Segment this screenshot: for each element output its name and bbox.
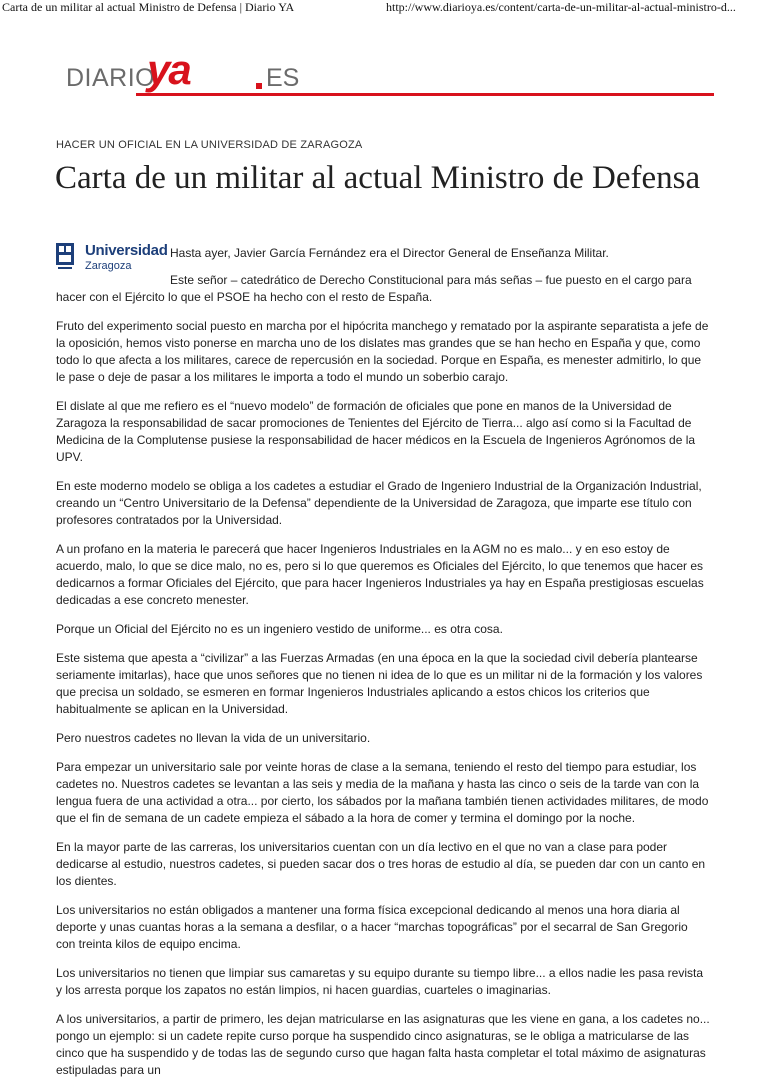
paragraph: A los universitarios, a partir de primero, les dejan matricularse en las asignaturas que les viene en gana, a los cadetes no... pongo un ejemplo: si un cadete repite curso porque ha suspendido cinco asignaturas, se le obliga a matricularse de las cinco que ha suspendido y de todas las de segundo curso que hagan falta hasta completar el total máximo de asignaturas estipuladas para un bbox=[56, 1012, 710, 1077]
paragraph: En este moderno modelo se obliga a los cadetes a estudiar el Grado de Ingeniero Industrial de la Organización Industrial, creando un “Centro Universitario de la Defensa” dependiente de la Universidad de Zaragoza, que imparte ese título con profesores contratados por la Universidad. bbox=[56, 479, 702, 527]
logo-dot bbox=[256, 83, 262, 89]
print-header-url: http://www.diarioya.es/content/carta-de-un-militar-al-actual-ministro-d... bbox=[386, 0, 736, 14]
paragraph: Este sistema que apesta a “civilizar” a las Fuerzas Armadas (en una época en la que la sociedad civil debería plantearse seriamente imitarlas), hace que unos señores que no tienen ni idea de lo que es un militar ni de la formación y los valores que precisa un soldado, se esmeren en formar Ingenieros Industriales aplicando a estos chicos los criterios que habitualmente se aplican en la Universidad. bbox=[56, 651, 703, 716]
print-header bbox=[0, 0, 768, 14]
logo-underline bbox=[136, 93, 714, 96]
paragraph: Fruto del experimento social puesto en marcha por el hipócrita manchego y rematado por la aspirante separatista a jefe de la oposición, hemos visto ponerse en marcha uno de los dislates mas grandes que se han hecho en España y que, como todo lo que afecta a los militares, carece de repercusión en la sociedad. Porque en España, es menester admitirlo, lo que le pase o deje de pasar a los militares le importa a todo el mundo un soberbio carajo. bbox=[56, 319, 709, 384]
print-header-title: Carta de un militar al actual Ministro de Defensa | Diario YA bbox=[2, 0, 295, 14]
article-kicker: HACER UN OFICIAL EN LA UNIVERSIDAD DE ZARAGOZA bbox=[56, 139, 363, 151]
paragraph: Para empezar un universitario sale por veinte horas de clase a la semana, teniendo el resto del tiempo para estudiar, los cadetes no. Nuestros cadetes se levantan a las seis y media de la mañana y hasta las cinco o seis de la tarde van con la lengua fuera de una actividad a otra... por cierto, los sábados por la mañana también tienen actividades militares, de modo que el fin de semana de un cadete empieza el sábado a la hora de comer y termina el domingo por la noche. bbox=[56, 760, 709, 825]
paragraph: Este señor – catedrático de Derecho Constitucional para más señas – fue puesto en el cargo para hacer con el Ejército lo que el PSOE ha hecho con el resto de España. bbox=[56, 273, 692, 304]
paragraph: El dislate al que me refiero es el “nuevo modelo” de formación de oficiales que pone en manos de la Universidad de Zaragoza la responsabilidad de sacar promociones de Tenientes del Ejército de Tierra... algo así como si la Facultad de Medicina de la Complutense pusiese la responsabilidad de hacer médicos en la Escuela de Ingenieros Agrónomos de la UPV. bbox=[56, 399, 696, 464]
university-city: Zaragoza bbox=[85, 260, 132, 272]
paragraph: Hasta ayer, Javier García Fernández era el Director General de Enseñanza Militar. bbox=[170, 246, 609, 260]
logo-text-diario: DIARIO bbox=[66, 64, 156, 92]
article-body bbox=[56, 245, 710, 1091]
paragraph: Pero nuestros cadetes no llevan la vida de un universitario. bbox=[56, 731, 371, 745]
paragraph: Porque un Oficial del Ejército no es un ingeniero vestido de uniforme... es otra cosa. bbox=[56, 622, 503, 636]
logo-text-ya: ya bbox=[147, 46, 190, 93]
paragraph: A un profano en la materia le parecerá que hacer Ingenieros Industriales en la AGM no es malo... y en eso estoy de acuerdo, malo, lo que se dice malo, no es, pero si lo que queremos es Oficiales del Ejército, lo que tenemos que hacer es dedicarnos a formar Oficiales del Ejército, que para hacer Ingenieros Industriales ya hay en España prestigiosas escuelas dedicadas a ese concreto menester. bbox=[56, 542, 704, 607]
university-name: Universidad bbox=[85, 242, 168, 259]
article-title: Carta de un militar al actual Ministro de Defensa bbox=[55, 160, 701, 196]
site-logo[interactable] bbox=[66, 46, 716, 100]
paragraph: En la mayor parte de las carreras, los universitarios cuentan con un día lectivo en el que no van a clase para poder dedicarse al estudio, nuestros cadetes, si pueden sacar dos o tres horas de estudio al día, se pueden dar con un canto en los dientes. bbox=[56, 840, 706, 888]
paragraph: Los universitarios no tienen que limpiar sus camaretas y su equipo durante su tiempo libre... a ellos nadie les pasa revista y los arresta porque los zapatos no están limpios, ni hacen guardias, cuarteles o imaginarias. bbox=[56, 966, 704, 997]
logo-text-es: ES bbox=[266, 64, 300, 92]
paragraph: Los universitarios no están obligados a mantener una forma física excepcional dedicando al menos una hora diaria al deporte y unas cuantas horas a la semana a desfilar, o a hacer “marchas topográficas” por el secarral de San Gregorio con treinta kilos de equipo encima. bbox=[56, 903, 688, 951]
